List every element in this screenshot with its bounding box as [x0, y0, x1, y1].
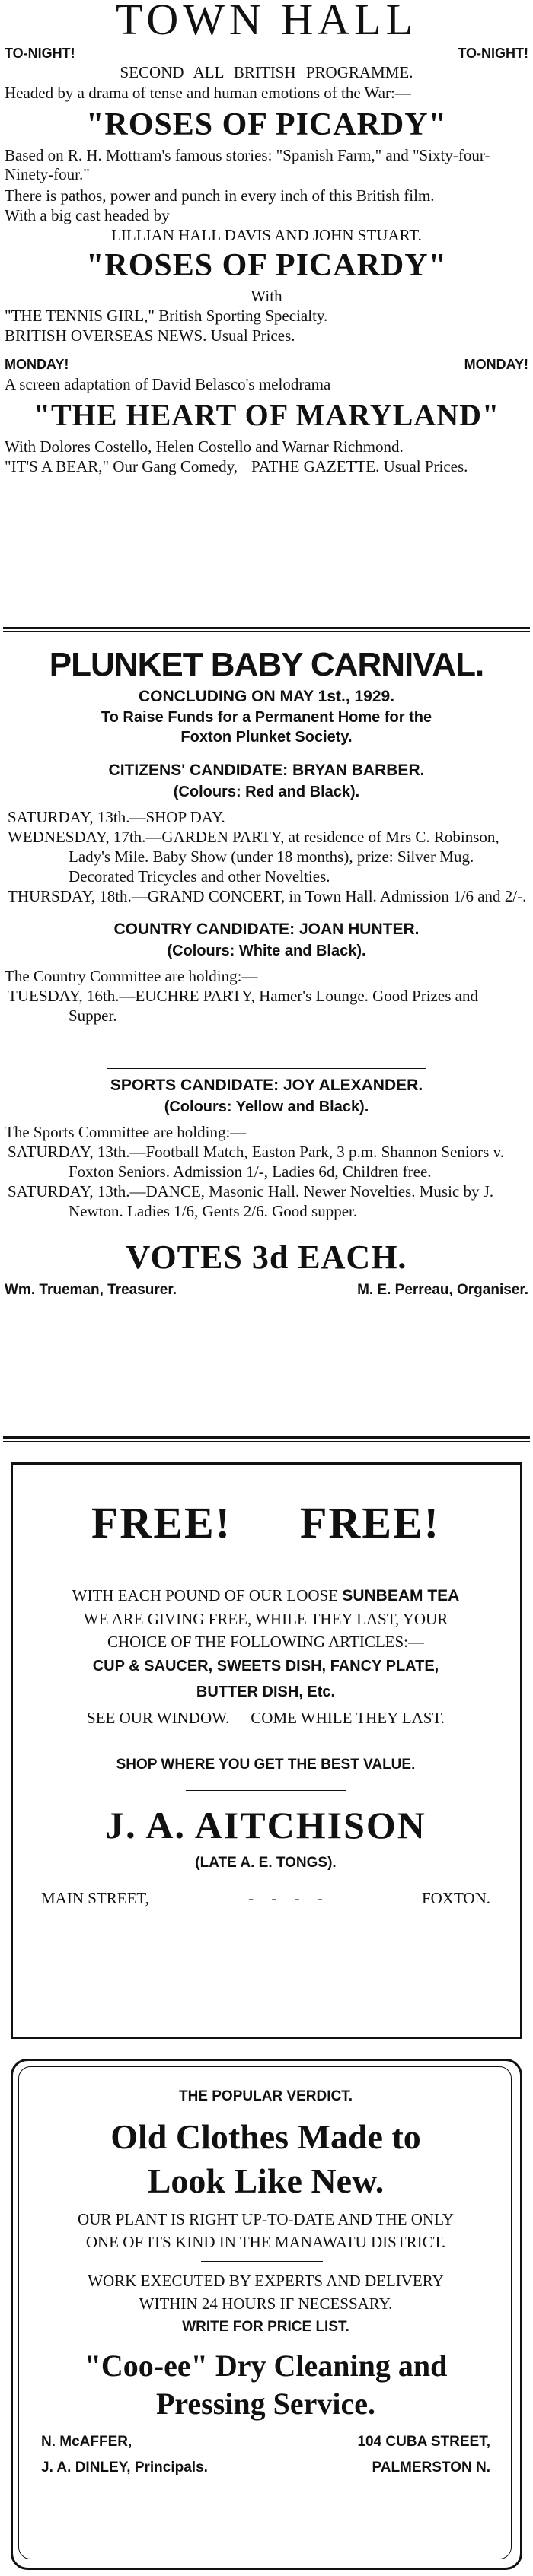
tonight-right: TO-NIGHT! — [458, 46, 528, 61]
citizens-colours: (Colours: Red and Black). — [173, 784, 360, 800]
principal-2: J. A. DINLEY, Principals. — [41, 2460, 208, 2476]
event-entry: SATURDAY, 13th.—SHOP DAY. — [8, 808, 225, 826]
divider — [3, 1436, 530, 1439]
plunket-carnival-ad — [0, 644, 533, 1300]
offer-line-3: CHOICE OF THE FOLLOWING ARTICLES:— — [107, 1633, 424, 1651]
event-entry: TUESDAY, 16th.—EUCHRE PARTY, Hamer's Lounge. Good Prizes and Supper. — [8, 987, 478, 1025]
monday-right: MONDAY! — [464, 357, 528, 372]
short-rule — [107, 1068, 426, 1069]
old-clothes-heading-2: Look Like New. — [147, 2161, 385, 2200]
cast-intro: With a big cast headed by — [5, 206, 170, 224]
tonight-left: TO-NIGHT! — [5, 46, 75, 61]
principal-1: N. McAFFER, — [41, 2434, 132, 2450]
sunbeam-tea: SUNBEAM TEA — [342, 1587, 460, 1604]
event-entry: THURSDAY, 18th.—GRAND CONCERT, in Town Hall. Admission 1/6 and 2/-. — [8, 887, 527, 905]
country-colours: (Colours: White and Black). — [167, 943, 366, 959]
articles-line-2: BUTTER DISH, Etc. — [196, 1684, 336, 1700]
concluding-line: CONCLUDING ON MAY 1st., 1929. — [138, 688, 395, 705]
citizens-candidate: CITIZENS' CANDIDATE: BRYAN BARBER. — [108, 762, 425, 779]
sports-intro: The Sports Committee are holding:— — [5, 1123, 247, 1141]
votes-line: VOTES 3d EACH. — [126, 1239, 407, 1276]
short-rule — [201, 2261, 323, 2262]
address-2: PALMERSTON N. — [372, 2460, 490, 2476]
window-line: SEE OUR WINDOW. — [87, 1709, 230, 1727]
plant-line-1: OUR PLANT IS RIGHT UP-TO-DATE AND THE ONLY — [78, 2210, 454, 2228]
main-street: MAIN STREET, — [41, 1889, 149, 1907]
articles-line-1: CUP & SAUCER, SWEETS DISH, FANCY PLATE, — [92, 1658, 439, 1674]
tea-line: WITH EACH POUND OF OUR LOOSE — [72, 1586, 339, 1604]
based-line: Based on R. H. Mottram's famous stories: "Spanish Farm," and "Sixty-four-Ninety-four." — [5, 146, 490, 183]
aitchison-name: J. A. AITCHISON — [105, 1804, 426, 1846]
town-hall-title: TOWN HALL — [115, 0, 418, 44]
aitchison-ad — [11, 1493, 521, 1908]
programme-line: SECOND ALL BRITISH PROGRAMME. — [120, 63, 413, 81]
pathos-line: There is pathos, power and punch in every inch of this British film. — [5, 186, 435, 205]
cooee-ad — [11, 2086, 521, 2479]
town-hall-ad — [0, 0, 533, 476]
divider — [3, 631, 530, 632]
work-line-2: WITHIN 24 HOURS IF NECESSARY. — [139, 2295, 393, 2313]
funds-line-2: Foxton Plunket Society. — [180, 729, 353, 746]
stars-line: With Dolores Costello, Helen Costello and Warnar Richmond. — [5, 437, 404, 456]
divider — [3, 1441, 530, 1442]
carnival-title: PLUNKET BABY CARNIVAL. — [49, 646, 484, 683]
organiser: M. E. Perreau, Organiser. — [357, 1282, 528, 1298]
feature-title-1: "ROSES OF PICARDY" — [86, 107, 447, 142]
best-value-line: SHOP WHERE YOU GET THE BEST VALUE. — [116, 1757, 416, 1773]
come-line: COME WHILE THEY LAST. — [251, 1709, 445, 1727]
treasurer: Wm. Trueman, Treasurer. — [5, 1282, 177, 1298]
price-list-line: WRITE FOR PRICE LIST. — [182, 2319, 349, 2335]
cooee-name-1: "Coo-ee" Dry Cleaning and — [84, 2349, 448, 2383]
event-entry: SATURDAY, 13th.—Football Match, Easton Park, 3 p.m. Shannon Seniors v. Foxton Seniors. Admission 1/-, Ladies 6d, Children free. — [8, 1143, 504, 1181]
plant-line-2: ONE OF ITS KIND IN THE MANAWATU DISTRICT. — [85, 2233, 446, 2251]
tennis-line: "THE TENNIS GIRL," British Sporting Specialty. — [5, 307, 328, 325]
late-tongs: (LATE A. E. TONGS). — [195, 1855, 337, 1871]
bear-line: "IT'S A BEAR," Our Gang Comedy, — [5, 457, 238, 475]
country-candidate: COUNTRY CANDIDATE: JOAN HUNTER. — [113, 921, 420, 938]
funds-line-1: To Raise Funds for a Permanent Home for the — [101, 709, 432, 726]
pathe-line: PATHE GAZETTE. Usual Prices. — [251, 457, 468, 475]
free-heading-2: FREE! — [300, 1498, 440, 1547]
foxton: FOXTON. — [421, 1889, 490, 1907]
cast-names: LILLIAN HALL DAVIS AND JOHN STUART. — [111, 226, 422, 244]
short-rule — [186, 1790, 346, 1791]
event-entry: SATURDAY, 13th.—DANCE, Masonic Hall. Newer Novelties. Music by J. Newton. Ladies 1/6, Gents 2/6. Good supper. — [8, 1182, 494, 1220]
popular-verdict: THE POPULAR VERDICT. — [178, 2088, 353, 2104]
event-entry: WEDNESDAY, 17th.—GARDEN PARTY, at residence of Mrs C. Robinson, Lady's Mile. Baby Show (under 18 months), prize: Silver Mug. Decorated Tricycles and other Novelties. — [8, 828, 499, 886]
with-line: With — [251, 287, 282, 305]
feature-title-2: "ROSES OF PICARDY" — [86, 248, 447, 283]
work-line-1: WORK EXECUTED BY EXPERTS AND DELIVERY — [88, 2272, 444, 2290]
dashes: - - - - — [248, 1889, 323, 1907]
feature-title-3: "THE HEART OF MARYLAND" — [33, 398, 500, 432]
adaptation-line: A screen adaptation of David Belasco's melodrama — [5, 375, 331, 393]
sports-colours: (Colours: Yellow and Black). — [164, 1099, 369, 1115]
monday-left: MONDAY! — [5, 357, 69, 372]
offer-line-2: WE ARE GIVING FREE, WHILE THEY LAST, YOUR — [83, 1610, 448, 1628]
sports-candidate: SPORTS CANDIDATE: JOY ALEXANDER. — [110, 1077, 423, 1094]
free-heading-1: FREE! — [91, 1498, 231, 1547]
address-1: 104 CUBA STREET, — [357, 2434, 490, 2450]
cooee-name-2: Pressing Service. — [155, 2387, 376, 2421]
divider — [3, 627, 530, 629]
news-line: BRITISH OVERSEAS NEWS. Usual Prices. — [5, 326, 295, 345]
old-clothes-heading-1: Old Clothes Made to — [110, 2117, 421, 2156]
headed-line: Headed by a drama of tense and human emotions of the War:— — [5, 84, 411, 102]
country-intro: The Country Committee are holding:— — [5, 967, 258, 985]
